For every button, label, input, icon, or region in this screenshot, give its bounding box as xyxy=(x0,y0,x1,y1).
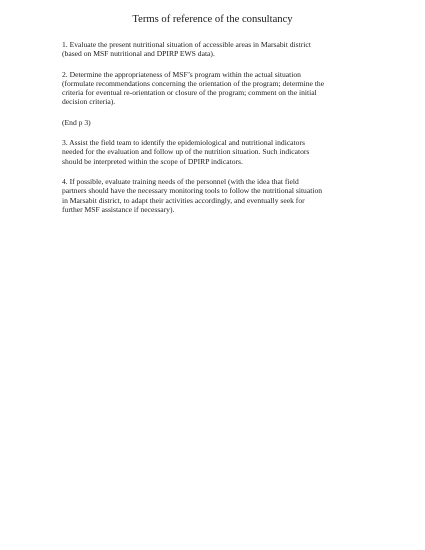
paragraph-page-marker: (End p 3) xyxy=(62,117,91,127)
paragraph-evaluate-situation: 1. Evaluate the present nutritional situation of accessible areas in Marsabit district (based on MSF nutritional and DPIRP EWS data). xyxy=(62,40,311,59)
document-title: Terms of reference of the consultancy xyxy=(132,14,293,25)
paragraph-indicators: 3. Assist the field team to identify the epidemiological and nutritional indicators needed for the evaluation and follow up of the nutrition situation. Such indicators should be interpreted within the scope of DPIRP indicators. xyxy=(62,138,310,166)
document-body xyxy=(62,40,367,225)
paragraph-training-needs: 4. If possible, evaluate training needs of the personnel (with the idea that field partners should have the necessary monitoring tools to follow the nutritional situation in Marsabit district, to adapt their activities accordingly, and eventually seek for further MSF assistance if necessary). xyxy=(62,176,323,214)
paragraph-program-appropriateness: 2. Determine the appropriateness of MSF’s program within the actual situation (formulate recommendations concerning the orientation of the program; determine the criteria for eventual re-orientation or closure of the program; comment on the initial decision criteria). xyxy=(62,69,325,107)
